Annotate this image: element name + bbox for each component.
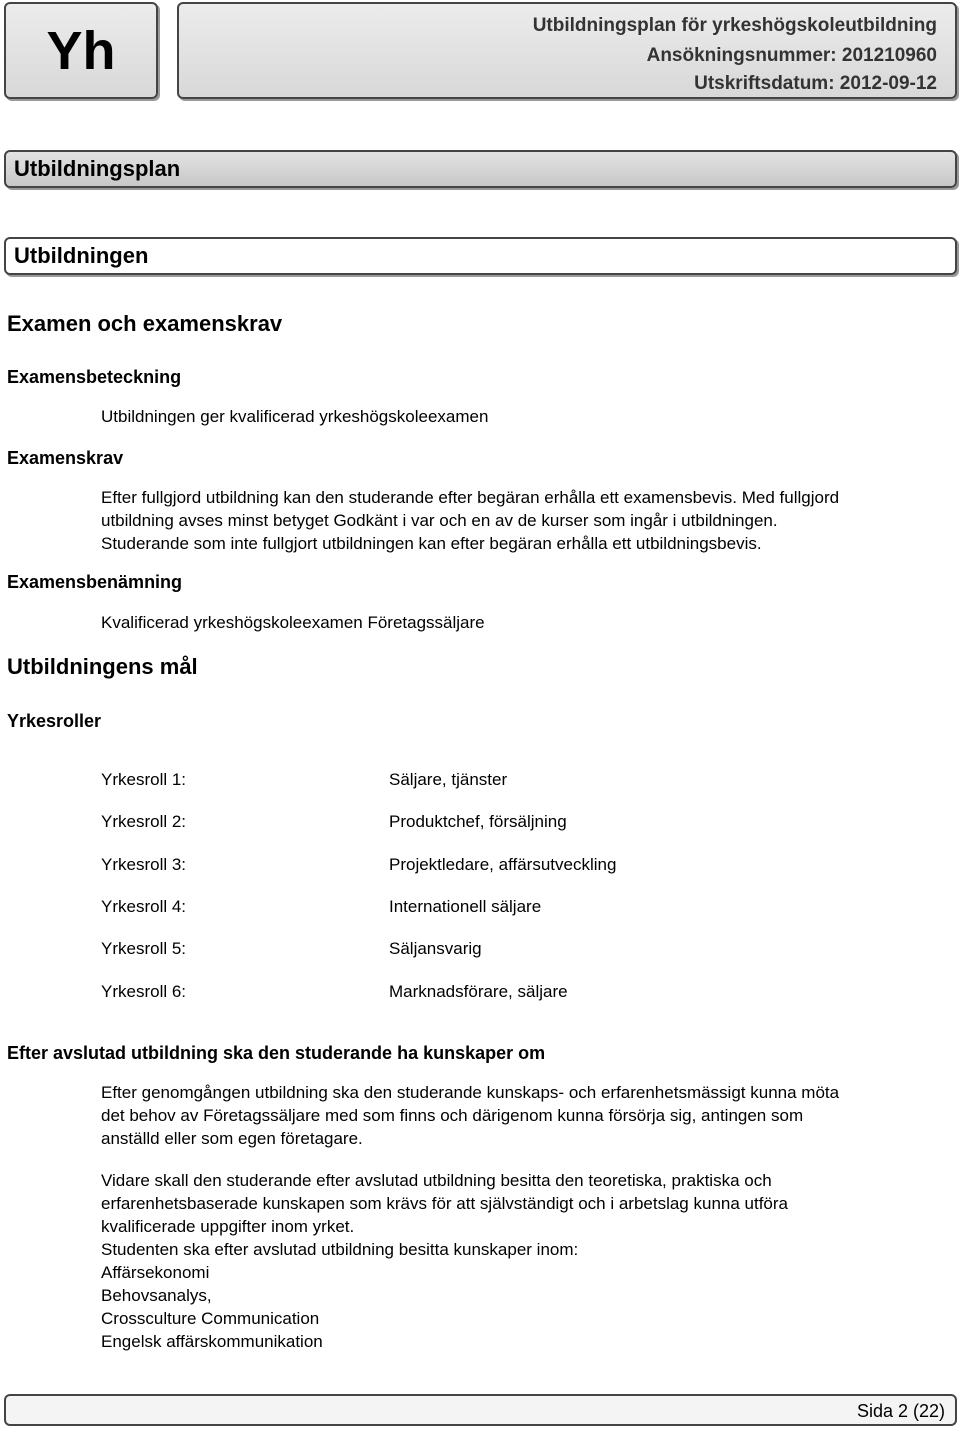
exam-name-label: Examensbenämning: [7, 572, 183, 592]
document-title: Utbildningsplan för yrkeshögskoleutbildning: [532, 15, 937, 36]
yh-logo: Yh: [46, 20, 116, 81]
role-label: Yrkesroll 6:: [101, 982, 187, 1001]
role-label: Yrkesroll 3:: [101, 855, 187, 874]
role-label: Yrkesroll 2:: [101, 812, 187, 831]
role-value: Säljansvarig: [389, 939, 482, 958]
paragraph-line: erfarenhetsbaserade kunskapen som krävs för att självständigt och i arbetslag kunna utföra: [101, 1194, 788, 1213]
requirements-text: [101, 486, 839, 555]
requirements-label: Examenskrav: [7, 448, 124, 468]
page-number: Sida 2 (22): [856, 1401, 945, 1421]
requirements-line: utbildning avses minst betyget Godkänt i var och en av de kurser som ingår i utbildningen.: [101, 511, 778, 530]
paragraph-line: kvalificerade uppgifter inom yrket.: [101, 1217, 355, 1236]
requirements-line: Studerande som inte fullgjort utbildningen kan efter begäran erhålla ett utbildningsbevis.: [101, 534, 762, 553]
paragraph-line: Behovsanalys,: [101, 1286, 212, 1305]
role-value: Internationell säljare: [389, 897, 542, 916]
knowledge-heading: Efter avslutad utbildning ska den studerande ha kunskaper om: [7, 1043, 546, 1063]
role-value: Projektledare, affärsutveckling: [389, 855, 617, 874]
role-label: Yrkesroll 4:: [101, 897, 187, 916]
logo-box: [4, 2, 158, 99]
role-value: Säljare, tjänster: [389, 770, 508, 789]
requirements-line: Efter fullgjord utbildning kan den studerande efter begäran erhålla ett examensbevis. Med fullgjord: [101, 488, 840, 507]
roles-heading: Yrkesroller: [7, 711, 102, 731]
paragraph-line: Engelsk affärskommunikation: [101, 1332, 323, 1351]
paragraph-line: Crossculture Communication: [101, 1309, 320, 1328]
role-value: Produktchef, försäljning: [389, 812, 567, 831]
print-date: Utskriftsdatum: 2012-09-12: [694, 73, 937, 94]
paragraph-line: Studenten ska efter avslutad utbildning besitta kunskaper inom:: [101, 1240, 579, 1259]
paragraph-line: Affärsekonomi: [101, 1263, 210, 1282]
exam-heading: Examen och examenskrav: [7, 311, 283, 336]
role-value: Marknadsförare, säljare: [389, 982, 568, 1001]
designation-label: Examensbeteckning: [7, 367, 182, 387]
paragraph-line: Vidare skall den studerande efter avslutad utbildning besitta den teoretiska, praktiska och: [101, 1171, 772, 1190]
knowledge-paragraph-1: [101, 1081, 839, 1150]
knowledge-paragraph-2: [101, 1169, 788, 1353]
application-number: Ansökningsnummer: 201210960: [646, 45, 937, 66]
paragraph-line: Efter genomgången utbildning ska den studerande kunskaps- och erfarenhetsmässigt kunna möta: [101, 1083, 840, 1102]
designation-value: Utbildningen ger kvalificerad yrkeshögskoleexamen: [101, 407, 489, 426]
section-bar-utbildningen: Utbildningen: [4, 237, 957, 275]
role-label: Yrkesroll 1:: [101, 770, 187, 789]
document-header: [177, 2, 957, 99]
page-footer: [4, 1394, 957, 1426]
paragraph-line: det behov av Företagssäljare med som finns och därigenom kunna försörja sig, antingen som: [101, 1106, 804, 1125]
exam-name-value: Kvalificerad yrkeshögskoleexamen Företagssäljare: [101, 613, 485, 632]
goals-heading: Utbildningens mål: [7, 654, 198, 679]
section-bar-utbildningsplan: Utbildningsplan: [4, 150, 957, 188]
role-label: Yrkesroll 5:: [101, 939, 187, 958]
paragraph-line: anställd eller som egen företagare.: [101, 1129, 363, 1148]
